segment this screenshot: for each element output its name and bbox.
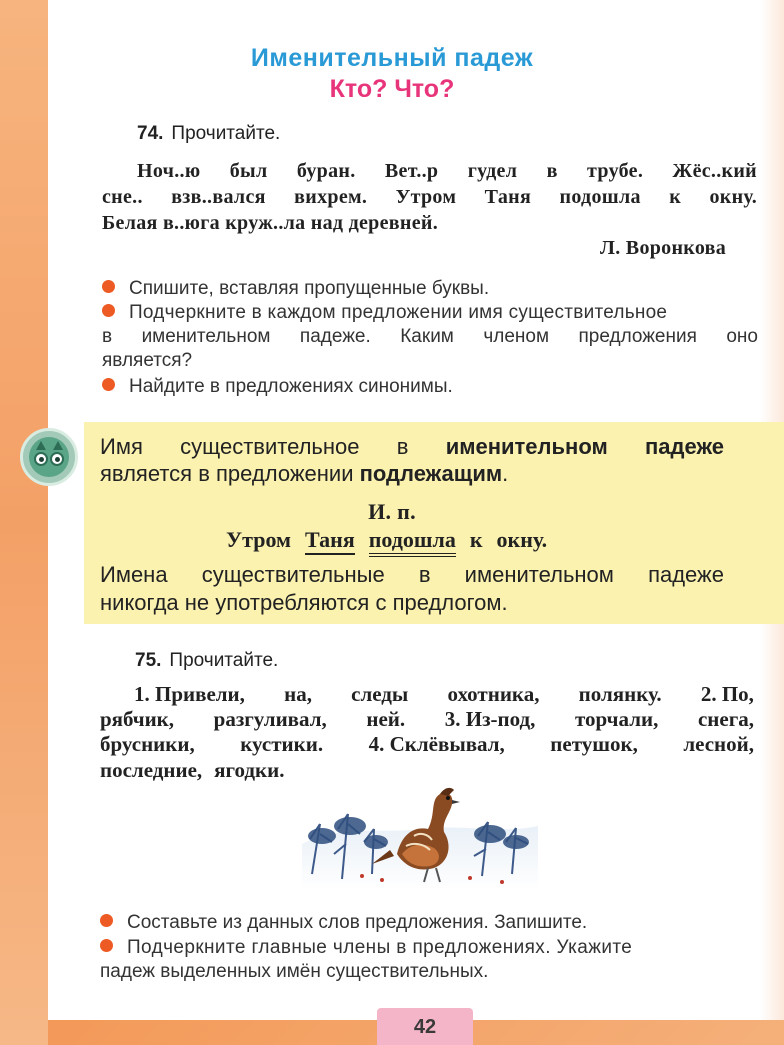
task-text: Найдите в предложениях синонимы. [129,376,453,397]
ex75-line-1 [134,682,754,707]
task-text: Спишите, вставляя пропущенные буквы. [129,278,490,299]
ex75-line-2 [100,707,754,732]
bullet-icon [100,939,113,952]
rule-term: именительном падеже [445,434,724,459]
word: ней. [366,707,406,731]
rule-line-2 [100,461,660,487]
word: снега, [697,707,754,731]
word: последние, [100,758,203,782]
word: 4. Склёвывал, [368,732,505,756]
owl-icon [20,428,78,486]
task-text: Составьте из данных слов предложения. Запишите. [127,912,588,933]
word: на, [284,682,312,706]
rule-term: подлежащим [359,461,503,486]
ex74-task-2 [102,302,758,324]
bullet-icon [102,378,115,391]
word: 3. Из-под, [444,707,536,731]
bullet-icon [100,914,113,927]
bullet-icon [102,280,115,293]
example-subject: Таня [305,527,355,555]
rule-text: Имя существительное в [100,434,409,459]
exercise-74-header [137,123,280,145]
ex75-task-2 [100,937,632,959]
highlighted-word: петушок, [550,732,638,756]
ex74-task-2-line-2: в именительном падеже. Каким членом предложения оно [102,326,758,347]
word: разгуливал, [213,707,327,731]
word: торчали, [574,707,659,731]
ex74-author: Л. Воронкова [600,237,727,259]
case-label: И. п. [368,499,416,524]
exercise-instruction: Прочитайте. [171,123,281,144]
exercise-number: 74. [137,123,164,144]
ex74-text-line-1: Ноч..ю был буран. Вет..р гудел в трубе. Жёс..кий [137,160,757,182]
example-word: Утром [226,527,292,552]
ex74-task-1 [102,278,489,300]
word: лесной, [683,732,754,756]
rule-text: . [502,461,509,486]
ex75-line-3 [100,732,754,757]
highlighted-word: рябчик, [100,707,175,731]
highlighted-word: следы [351,682,409,706]
exercise-number: 75. [135,650,162,671]
highlighted-word: кустики. [240,732,324,756]
ex74-task-2-line-3: является? [102,350,193,371]
rule-line-1 [100,434,724,460]
word: 1. Привели, [134,682,245,706]
ex74-text-line-2: сне.. взв..вался вихрем. Утром Таня подошла к окну. [102,186,757,208]
page-subtitle: Кто? Что? [329,75,455,103]
rule-line-3: Имена существительные в именительном падеже [100,562,724,587]
example-word: к [469,527,483,552]
page-title: Именительный падеж [250,44,534,72]
ex75-line-4 [100,758,296,783]
rule-text: является в предложении [100,461,354,486]
task-text: Подчеркните главные члены в предложениях. Укажите [127,937,633,958]
word: 2. По, [700,682,754,706]
task-text: Подчеркните в каждом предложении имя существительное [129,302,668,323]
ex75-task-1 [100,912,587,934]
example-predicate: подошла [369,527,456,557]
exercise-instruction: Прочитайте. [169,650,279,671]
word: ягодки. [214,758,285,782]
bullet-icon [102,304,115,317]
exercise-75-header [135,650,278,672]
word: полянку. [578,682,662,706]
page-number: 42 [413,1016,437,1038]
ex74-task-3 [102,376,453,398]
ex74-text-line-3: Белая в..юга круж..ла над деревней. [102,212,439,234]
word: брусники, [100,732,195,756]
example-word: окну. [496,527,548,552]
hazel-grouse-illustration [302,784,538,890]
ex75-task-2-line-2: падеж выделенных имён существительных. [100,961,489,982]
word: охотника, [447,682,540,706]
rule-line-4: никогда не употребляются с предлогом. [100,590,508,615]
rule-example [226,527,561,553]
